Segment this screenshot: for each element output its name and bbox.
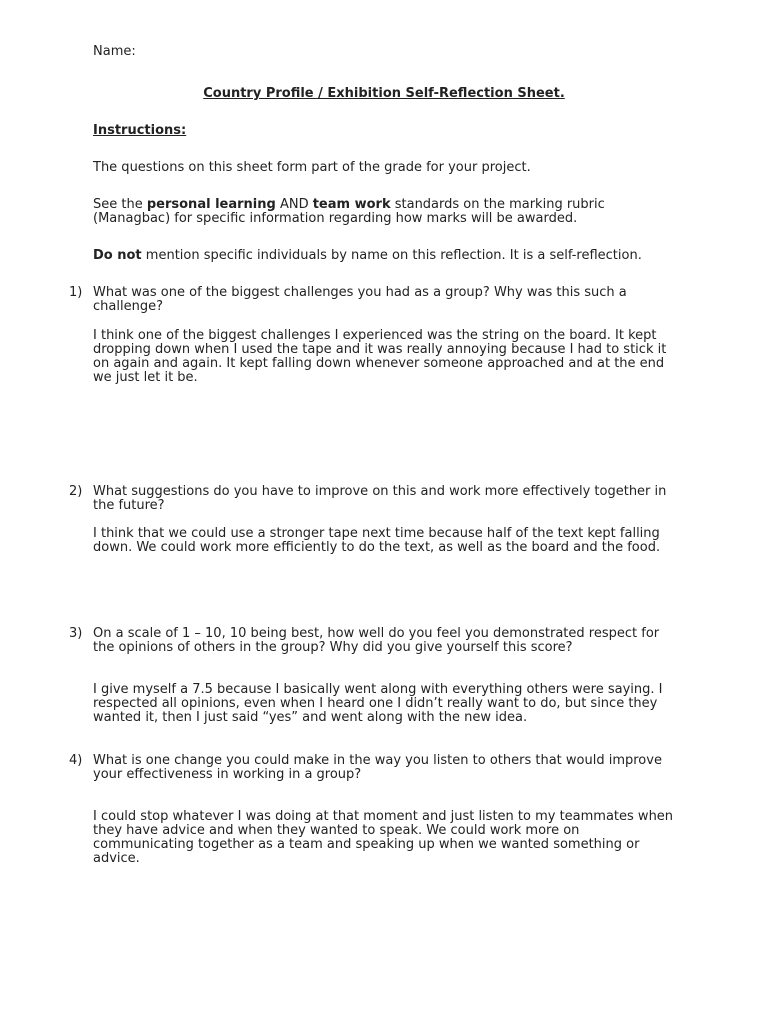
answer-text: I think one of the biggest challenges I experienced was the string on the board. It kept dropping down when I used the tape and it was really annoying because I had to stick it on again and again. It kept falling down whenever someone approached and at the end we just let it be. xyxy=(93,328,667,385)
question-number: 2) xyxy=(69,484,83,499)
answer-text: I could stop whatever I was doing at that moment and just listen to my teammates when they have advice and when they wanted to speak. We could work more on communicating together as a team and speaking up when we wanted something or advice. xyxy=(93,809,674,866)
question-number: 4) xyxy=(69,753,83,768)
question-number: 3) xyxy=(69,626,83,641)
name-label: Name: xyxy=(93,44,136,59)
question-text: What was one of the biggest challenges you had as a group? Why was this such a challenge? xyxy=(93,285,627,314)
document-title: Country Profile / Exhibition Self-Reflection Sheet. xyxy=(203,86,565,101)
question-text: On a scale of 1 – 10, 10 being best, how well do you feel you demonstrated respect for the opinions of others in the group? Why did you give yourself this score? xyxy=(93,626,660,655)
answer-text: I give myself a 7.5 because I basically went along with everything others were saying. I respected all opinions, even when I heard one I didn’t really want to do, but since they wanted it, then I just said “yes” and went along with the new idea. xyxy=(93,682,663,725)
no-names-text: Do not mention specific individuals by name on this reflection. It is a self-reflection. xyxy=(93,248,642,263)
intro-text: The questions on this sheet form part of the grade for your project. xyxy=(93,160,531,175)
answer-text: I think that we could use a stronger tape next time because half of the text kept falling down. We could work more efficiently to do the text, as well as the board and the food. xyxy=(93,526,661,555)
question-number: 1) xyxy=(69,285,83,300)
instructions-label: Instructions: xyxy=(93,123,187,138)
question-text: What is one change you could make in the way you listen to others that would improve your effectiveness in working in a group? xyxy=(93,753,662,782)
standards-text: See the personal learning AND team work standards on the marking rubric (Managbac) for specific information regarding how marks will be awarded. xyxy=(93,197,605,226)
question-text: What suggestions do you have to improve on this and work more effectively together in the future? xyxy=(93,484,667,513)
